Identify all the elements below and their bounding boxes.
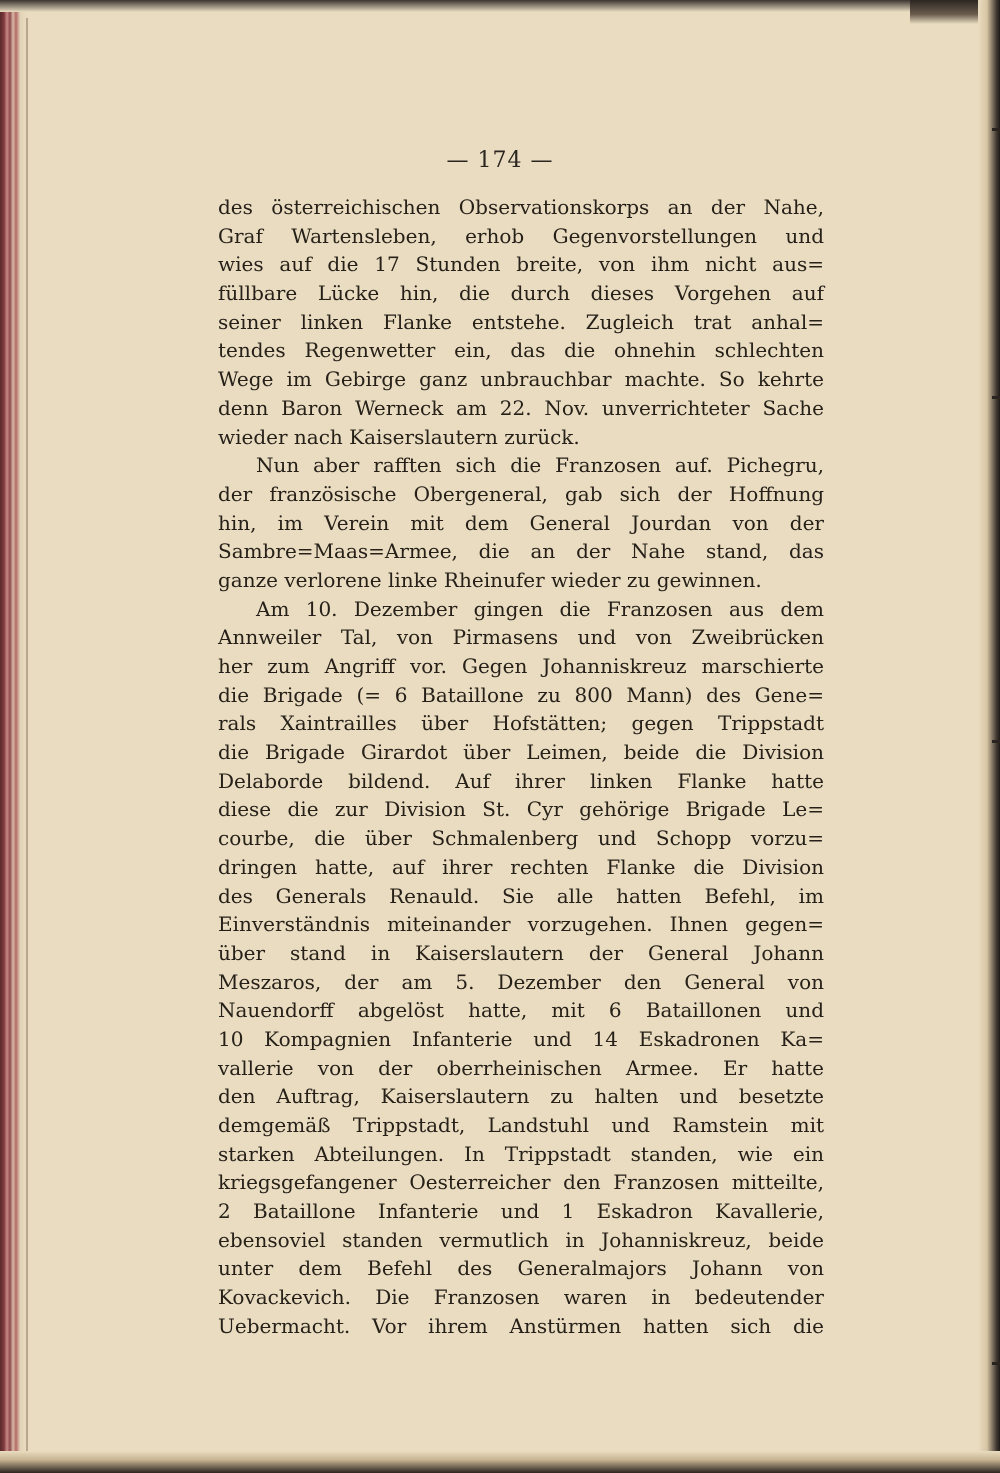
text-line: Graf Wartensleben, erhob Gegenvorstellungen und	[218, 223, 824, 248]
body-text	[218, 193, 824, 1341]
top-page-shadow	[0, 0, 1000, 12]
right-page-edge	[978, 0, 1000, 1473]
text-line: Uebermacht. Vor ihrem Anstürmen hatten sich die	[218, 1313, 824, 1338]
text-line: kriegsgefangener Oesterreicher den Franzosen mitteilte,	[218, 1170, 824, 1195]
book-binding-edge	[0, 0, 26, 1473]
text-line: die Brigade Girardot über Leimen, beide die Division	[218, 740, 824, 765]
text-line: unter dem Befehl des Generalmajors Johann von	[218, 1256, 824, 1281]
text-line: Delaborde bildend. Auf ihrer linken Flanke hatte	[218, 768, 824, 793]
text-line: wieder nach Kaiserslautern zurück.	[218, 424, 580, 449]
text-line: tendes Regenwetter ein, das die ohnehin schlechten	[218, 338, 824, 363]
text-line: Annweiler Tal, von Pirmasens und von Zweibrücken	[218, 625, 824, 650]
text-line: füllbare Lücke hin, die durch dieses Vorgehen auf	[218, 281, 824, 306]
text-line: ebensoviel standen vermutlich in Johanniskreuz, beide	[218, 1227, 824, 1252]
text-line: Einverständnis miteinander vorzugehen. Ihnen gegen=	[218, 912, 824, 937]
text-line: 2 Bataillone Infanterie und 1 Eskadron Kavallerie,	[218, 1199, 824, 1224]
text-line: der französische Obergeneral, gab sich der Hoffnung	[218, 481, 824, 506]
bottom-page-shadow	[0, 1451, 1000, 1473]
text-line: diese die zur Division St. Cyr gehörige Brigade Le=	[218, 797, 824, 822]
page-fold-line	[26, 18, 28, 1458]
text-line: Am 10. Dezember gingen die Franzosen aus dem	[256, 596, 824, 621]
text-line: Kovackevich. Die Franzosen waren in bedeutender	[218, 1285, 824, 1310]
text-line: Nun aber rafften sich die Franzosen auf. Pichegru,	[256, 453, 824, 478]
text-line: Sambre=Maas=Armee, die an der Nahe stand, das	[218, 539, 824, 564]
text-line: des österreichischen Observationskorps an der Nahe,	[218, 195, 824, 219]
text-line: demgemäß Trippstadt, Landstuhl und Ramstein mit	[218, 1113, 824, 1137]
text-line: über stand in Kaiserslautern der General Johann	[218, 940, 824, 965]
text-line: her zum Angriff vor. Gegen Johanniskreuz marschierte	[218, 654, 824, 678]
text-line: seiner linken Flanke entstehe. Zugleich trat anhal=	[218, 309, 824, 334]
text-line: 10 Kompagnien Infanterie und 14 Eskadronen Ka=	[218, 1026, 824, 1051]
text-line: vallerie von der oberrheinischen Armee. Er hatte	[218, 1055, 824, 1080]
edge-mark	[992, 740, 1000, 743]
text-line: hin, im Verein mit dem General Jourdan von der	[218, 510, 824, 535]
edge-mark	[992, 396, 1000, 399]
text-line: ganze verlorene linke Rheinufer wieder zu gewinnen.	[218, 567, 762, 592]
text-line: starken Abteilungen. In Trippstadt standen, wie ein	[218, 1141, 824, 1166]
page-number: — 174 —	[446, 148, 554, 173]
text-line: des Generals Renauld. Sie alle hatten Befehl, im	[218, 883, 824, 908]
text-line: Meszaros, der am 5. Dezember den General von	[218, 969, 824, 994]
edge-mark	[992, 1362, 1000, 1365]
text-line: die Brigade (= 6 Bataillone zu 800 Mann) des Gene=	[218, 682, 824, 707]
text-line: rals Xaintrailles über Hofstätten; gegen Trippstadt	[218, 711, 824, 736]
text-line: Nauendorff abgelöst hatte, mit 6 Bataillonen und	[218, 998, 824, 1023]
text-line: Wege im Gebirge ganz unbrauchbar machte. So kehrte	[218, 367, 824, 392]
text-line: den Auftrag, Kaiserslautern zu halten und besetzte	[218, 1084, 824, 1109]
text-line: denn Baron Werneck am 22. Nov. unverrichteter Sache	[218, 395, 824, 420]
text-line: wies auf die 17 Stunden breite, von ihm nicht aus=	[218, 252, 824, 277]
text-line: dringen hatte, auf ihrer rechten Flanke die Division	[218, 854, 824, 879]
edge-mark	[992, 128, 1000, 131]
text-line: courbe, die über Schmalenberg und Schopp vorzu=	[218, 826, 824, 851]
